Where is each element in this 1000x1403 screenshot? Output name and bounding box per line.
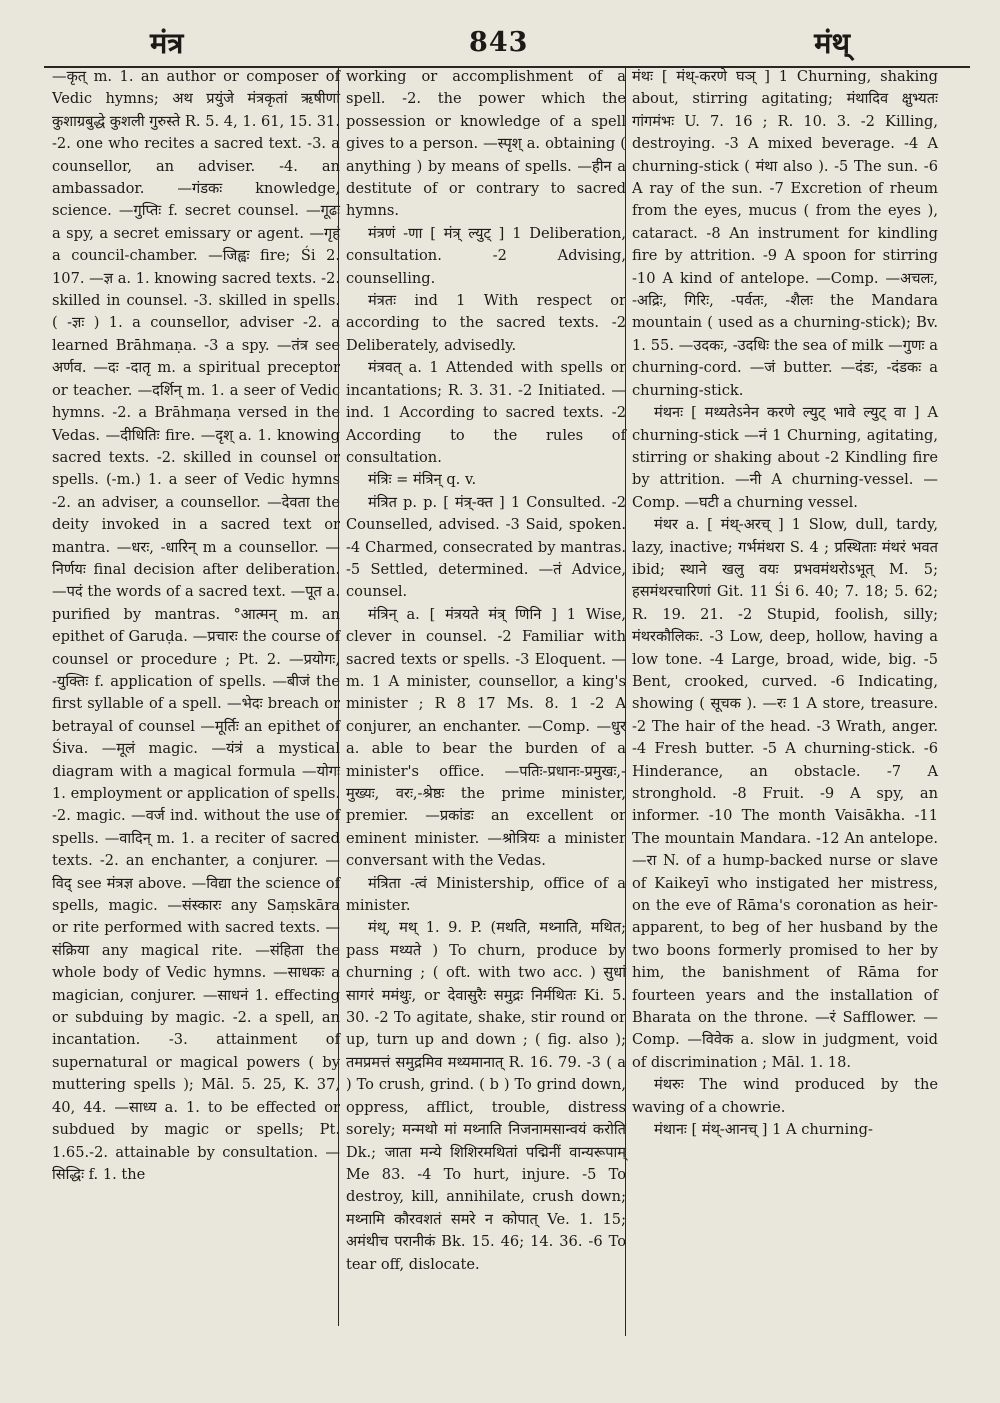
dictionary-entry: मंत्रणं -णा [ मंत्र् ल्युट् ] 1 Deliberation, consultation. -2 Advising, counselling. xyxy=(346,224,626,287)
dictionary-entry: मंथानः [ मंथ्-आनच् ] 1 A churning- xyxy=(654,1121,873,1139)
column-divider xyxy=(338,66,339,1326)
page-number: 843 xyxy=(469,26,529,58)
dictionary-entry: मंत्रिन् a. [ मंत्रयते मंत्र् णिनि ] 1 Wise, clever in counsel. -2 Familiar with sacred texts or spells. -3 Eloquent. —m. 1 A minister, counsellor, a king's minister ; R 8 17 Ms. 8. 1 -2 A conjurer, an enchanter. —Comp. —धुर a. able to bear the burden of a minister's office. —पतिः-प्रधानः-प्रमुखः,-मुख्यः, वरः,-श्रेष्ठः the prime minister, premier. —प्रकांडः an excellent or eminent minister. —श्रोत्रियः a minister conversant with the Vedas. xyxy=(346,605,626,870)
column-3 xyxy=(626,66,944,1356)
dictionary-entry: मंथः [ मंथ्-करणे घञ् ] 1 Churning, shaking about, stirring agitating; मंथादिव क्षुभ्यतः गांगमंभः U. 7. 16 ; R. 10. 3. -2 Killing, destroying. -3 A mixed beverage. -4 A churning-stick ( मंथा also ). -5 The sun. -6 A ray of the sun. -7 Excretion of rheum from the eyes, mucus ( from the eyes ), cataract. -8 An instrument for kindling fire by attrition. -9 A spoon for stirring -10 A kind of antelope. —Comp. —अचलः, -अद्रिः, गिरिः, -पर्वतः, -शैलः the Mandara mountain ( used as a churning-stick); Bv. 1. 55. —उदकः, -उदधिः the sea of milk —गुणः a churning-cord. —जं butter. —दंडः, -दंडकः a churning-stick. xyxy=(632,68,938,399)
dictionary-entry: मंथरुः The wind produced by the waving of a chowrie. xyxy=(632,1076,938,1116)
left-running-headword: मंत्र xyxy=(150,25,184,60)
dictionary-entry: मंत्रित p. p. [ मंत्र्-क्त ] 1 Consulted. -2 Counselled, advised. -3 Said, spoken. -4 Charmed, consecrated by mantras. -5 Settled, determined. —तं Advice, counsel. xyxy=(346,493,626,601)
dictionary-entry: मंथर a. [ मंथ्-अरच् ] 1 Slow, dull, tardy, lazy, inactive; गर्भमंथरा S. 4 ; प्रस्थिताः मंथरं भवत ibid; स्थाने खलु वयः प्रभवमंथरोऽभूत् M. 5; हसमंथरचारिणां Git. 11 Śi 6. 40; 7. 18; 5. 62; R. 19. 21. -2 Stupid, foolish, silly; मंथरकौलिकः. -3 Low, deep, hollow, having a low tone. -4 Large, broad, wide, big. -5 Bent, crooked, curved. -6 Indicating, showing ( सूचक ). —रः 1 A store, treasure. -2 The hair of the head. -3 Wrath, anger. -4 Fresh butter. -5 A churning-stick. -6 Hinderance, an obstacle. -7 A stronghold. -8 Fruit. -9 A spy, an informer. -10 The month Vaisākha. -11 The mountain Mandara. -12 An antelope. —रा N. of a hump-backed nurse or slave of Kaikeyī who instigated her mistress, on the eve of Rāma's coronation as heir-apparent, to beg of her husband by the two boons formerly promised to her by him, the banishment of Rāma for fourteen years and the installation of Bharata on the throne. —रं Safflower. —Comp. —विवेक a. slow in judgment, void of discrimination ; Māl. 1. 18. xyxy=(632,516,938,1071)
dictionary-entry: मंत्रवत् a. 1 Attended with spells or incantations; R. 3. 31. -2 Initiated. —ind. 1 According to sacred texts. -2 According to the rules of consultation. xyxy=(346,359,626,466)
right-running-headword: मंथ् xyxy=(814,25,850,60)
dictionary-entry: —कृत् m. 1. an author or composer of Vedic hymns; अथ प्रयुंजे मंत्रकृतां ऋषीणां कुशाग्रबुद्धे कुशली गुरुस्ते R. 5. 4, 1. 61, 15. 31. -2. one who recites a sacred text. -3. a counsellor, an adviser. -4. an ambassador. —गंडकः knowledge, science. —गुप्तिः f. secret counsel. —गूढः a spy, a secret emissary or agent. —गृहं a council-chamber. —जिह्वः fire; Śi 2. 107. —ज्ञ a. 1. knowing sacred texts. -2. skilled in counsel. -3. skilled in spells. ( -ज्ञः ) 1. a counsellor, adviser -2. a learned Brāhmaṇa. -3 a spy. —तंत्र see अर्णव. —दः -दातृ m. a spiritual preceptor or teacher. —दर्शिन् m. 1. a seer of Vedic hymns. -2. a Brāhmaṇa versed in the Vedas. —दीधितिः fire. —दृश् a. 1. knowing sacred texts. -2. skilled in counsel or spells. (-m.) 1. a seer of Vedic hymns -2. an adviser, a counsellor. —देवता the deity invoked in a sacred text or mantra. —धरः, -धारिन् m a counsellor. —निर्णयः final decision after deliberation. —पदं the words of a sacred text. —पूत a. purified by mantras. °आत्मन् m. an epithet of Garuḍa. —प्रचारः the course of counsel or procedure ; Pt. 2. —प्रयोगः, -युक्तिः f. application of spells. —बीजं the first syllable of a spell. —भेदः breach or betrayal of counsel —मूर्तिः an epithet of Śiva. —मूलं magic. —यंत्रं a mystical diagram with a magical formula —योगः 1. employment or application of spells. -2. magic. —वर्ज ind. without the use of spells. —वादिन् m. 1. a reciter of sacred texts. -2. an enchanter, a conjurer. —विद् see मंत्रज्ञ above. —विद्या the science of spells, magic. —संस्कारः any Saṃskāra or rite performed with sacred texts. —संक्रिया any magical rite. —संहिता the whole body of Vedic hymns. —साधकः a magician, conjurer. —साधनं 1. effecting or subduing by magic. -2. a spell, an incantation. -3. attainment of supernatural or magical powers ( by muttering spells ); Māl. 5. 25, K. 37, 40, 44. —साध्य a. 1. to be effected or subdued by magic or spells; Pt. 1.65.-2. attainable by consultation. —सिद्धिः f. 1. the xyxy=(52,68,341,1183)
column-1 xyxy=(46,66,346,1356)
page-header xyxy=(40,22,960,62)
dictionary-entry: मंथ्, मथ् 1. 9. P. (मथति, मथ्नाति, मथित; pass मथ्यते ) To churn, produce by churning ; ( oft. with two acc. ) सुधां सागरं ममंथुः, or देवासुरैः समुद्रः निर्मथितः Ki. 5. 30. -2 To agitate, shake, stir round or up, turn up and down ; ( fig. also ); तमप्रमत्तं समुद्रमिव मथ्यमानात् R. 16. 79. -3 ( a ) To crush, grind. ( b ) To grind down, oppress, afflict, trouble, distress sorely; मन्मथो मां मथ्नाति निजनामसान्वयं करोति Dk.; जाता मन्ये शिशिरमथितां पद्मिनीं वान्यरूपाम् Me 83. -4 To hurt, injure. -5 To destroy, kill, annihilate, crush down; मथ्नामि कौरवशतं समरे न कोपात् Ve. 1. 15; अमंथीच परानीकं Bk. 15. 46; 14. 36. -6 To tear off, dislocate. xyxy=(346,919,626,1273)
dictionary-entry: मंत्रिता -त्वं Ministership, office of a minister. xyxy=(346,874,626,915)
dictionary-entry: working or accomplishment of a spell. -2. the power which the possession or knowledge of a spell gives to a person. —स्पृश् a. obtaining ( anything ) by means of spells. —हीन a destitute of or contrary to sacred hymns. xyxy=(346,68,626,220)
dictionary-entry: मंत्रतः ind 1 With respect or according to the sacred texts. -2 Deliberately, advisedly. xyxy=(346,292,626,354)
column-2 xyxy=(340,66,632,1356)
dictionary-entry: मंत्रिः = मंत्रिन् q. v. xyxy=(368,471,477,489)
dictionary-entry: मंथनः [ मथ्यतेऽनेन करणे ल्युट् भावे ल्युट् वा ] A churning-stick —नं 1 Churning, agitating, stirring or shaking about -2 Kindling fire by attrition. —नी A churning-vessel. —Comp. —घटी a churning vessel. xyxy=(632,404,938,511)
